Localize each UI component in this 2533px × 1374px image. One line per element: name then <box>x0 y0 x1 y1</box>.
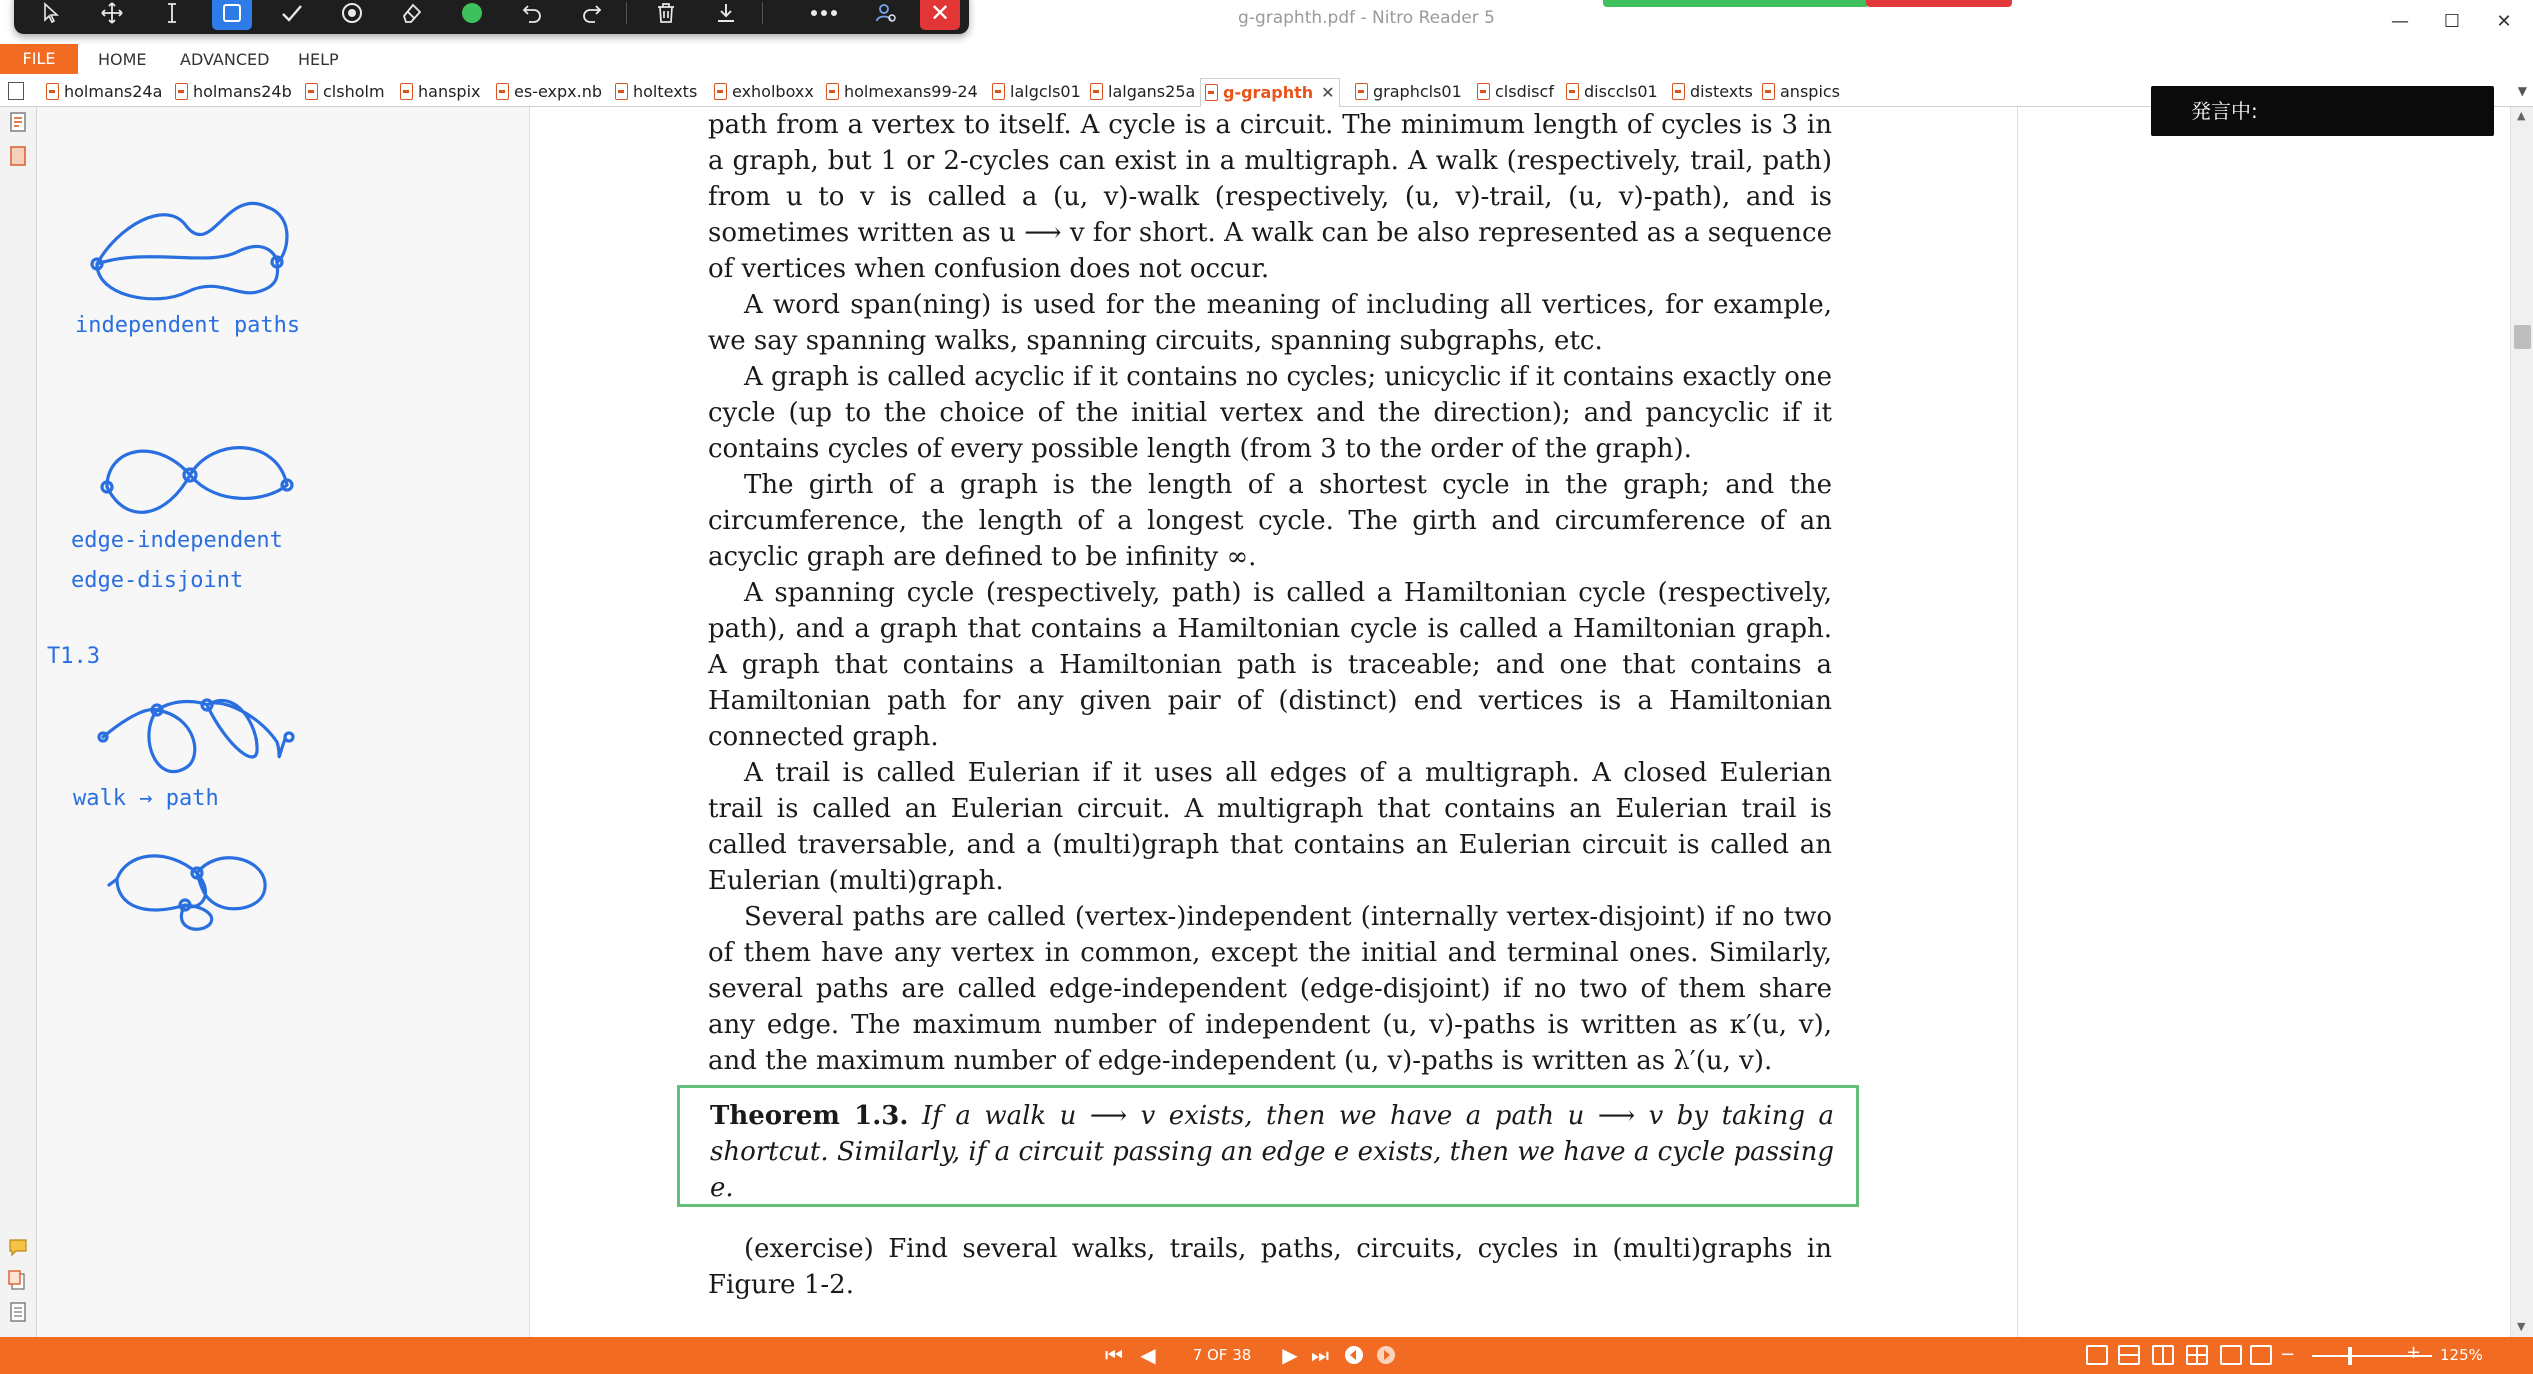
pdf-file-icon <box>992 83 1005 100</box>
window-title: g-graphth.pdf - Nitro Reader 5 <box>1238 8 1495 28</box>
pdf-file-icon <box>305 83 318 100</box>
paragraph: A spanning cycle (respectively, path) is called a Hamiltonian cycle (respectively, path), and a graph that contains a Hamiltonian cycle is called a Hamiltonian graph. A graph that contains a Hamiltonian path is traceable; and one that contains a Hamiltonian path for any given pair of (distinct) end vertices is a Hamiltonian connected graph. <box>708 578 1832 752</box>
tab-label: holmans24a <box>64 82 163 101</box>
zoom-in-button[interactable]: + <box>2406 1342 2422 1363</box>
tab-label: hanspix <box>418 82 481 101</box>
tab-es-expx[interactable] <box>496 80 602 104</box>
left-side-rail <box>0 107 37 1337</box>
pdf-file-icon <box>46 83 59 100</box>
caption-edge-independent: edge-independent <box>71 528 283 553</box>
text-cursor-icon[interactable] <box>152 0 192 30</box>
tab-label: exholboxx <box>732 82 814 101</box>
pdf-file-icon <box>826 83 839 100</box>
cycle-passing-edge-sketch <box>109 856 265 929</box>
pdf-file-icon <box>615 83 628 100</box>
paragraph: A word span(ning) is used for the meaning of including all vertices, for example, we say spanning walks, spanning circuits, spanning subgraphs, etc. <box>708 290 1832 356</box>
fit-page-icon[interactable] <box>2220 1345 2242 1365</box>
exercise-paragraph: (exercise) Find several walks, trails, paths, circuits, cycles in (multi)graphs in Figure 1-2. <box>708 1234 1832 1300</box>
pdf-file-icon <box>1672 83 1685 100</box>
tab-label: graphcls01 <box>1373 82 1462 101</box>
last-page-icon[interactable]: ⏭ <box>1311 1343 1329 1367</box>
pdf-file-icon <box>1477 83 1490 100</box>
pdf-file-icon <box>1090 83 1103 100</box>
tab-label: lalgcls01 <box>1010 82 1081 101</box>
trash-icon[interactable] <box>646 0 686 30</box>
status-bar <box>0 1337 2533 1374</box>
paragraph: path from a vertex to itself. A cycle is a circuit. The minimum length of cycles is 3 in a graph, but 1 or 2-cycles can exist in a multigraph. A walk (respectively, trail, path) from u to v is called a (u, v)-walk (respectively, (u, v)-trail, (u, v)-path), and is sometimes written as u ⟶ v for short. A walk can be also represented as a sequence of vertices when confusion does not occur. <box>708 110 1832 284</box>
handwritten-notes-area <box>37 107 530 1337</box>
caption-independent-paths: independent paths <box>75 313 301 338</box>
single-page-view-icon[interactable] <box>2086 1345 2108 1365</box>
next-view-icon[interactable] <box>1372 1343 1400 1367</box>
theorem-body: If a walk u ⟶ v exists, then we have a path u ⟶ v by taking a shortcut. Similarly, if a circuit passing an edge e exists, then we have a cycle passing e. <box>710 1101 1835 1203</box>
close-icon[interactable]: ✕ <box>920 0 960 30</box>
tab-holtexts[interactable] <box>615 80 697 104</box>
tab-label: clsholm <box>323 82 385 101</box>
pdf-file-icon <box>496 83 509 100</box>
select-icon[interactable] <box>32 0 72 30</box>
tab-disccls01[interactable] <box>1566 80 1658 104</box>
pdf-file-icon <box>714 83 727 100</box>
previous-page-icon[interactable]: ◀ <box>1140 1343 1156 1367</box>
next-page-icon[interactable]: ▶ <box>1282 1343 1298 1367</box>
tab-clsholm[interactable] <box>305 80 385 104</box>
zoom-level[interactable]: 125% <box>2440 1346 2483 1364</box>
zoom-slider-thumb[interactable] <box>2348 1347 2352 1365</box>
toolbar-separator <box>762 2 763 24</box>
tab-anspics[interactable] <box>1762 80 1840 104</box>
tab-label: lalgans25a <box>1108 82 1196 101</box>
tab-holmans24b[interactable] <box>175 80 292 104</box>
tab-label: es-expx.nb <box>514 82 602 101</box>
tab-holmexans99-24[interactable] <box>826 80 978 104</box>
tab-close-icon[interactable]: ✕ <box>1321 83 1335 102</box>
menu-advanced[interactable]: ADVANCED <box>180 50 270 69</box>
independent-paths-sketch <box>92 203 287 298</box>
attachments-icon[interactable] <box>8 1269 28 1291</box>
right-gutter <box>2018 107 2509 1337</box>
caption-walk-to-path: walk → path <box>73 786 219 811</box>
user-settings-icon[interactable] <box>866 0 906 30</box>
menu-help[interactable]: HELP <box>298 50 339 69</box>
tab-lalgcls01[interactable] <box>992 80 1081 104</box>
pdf-file-icon <box>400 83 413 100</box>
paragraph: The girth of a graph is the length of a shortest cycle in the graph; and the circumference, the length of a longest cycle. The girth and circumference of an acyclic graph are defined to be infinity ∞. <box>708 470 1832 572</box>
menu-home[interactable]: HOME <box>98 50 147 69</box>
facing-view-icon[interactable] <box>2152 1345 2174 1365</box>
scrollbar-thumb[interactable] <box>2514 325 2531 349</box>
pdf-file-icon <box>1205 84 1218 101</box>
document-body <box>708 107 1832 1079</box>
toolbar-separator <box>626 2 627 24</box>
page-number-indicator[interactable]: 7 OF 38 <box>1192 1346 1252 1364</box>
maximize-button[interactable]: ☐ <box>2443 10 2461 32</box>
continuous-facing-view-icon[interactable] <box>2186 1345 2208 1365</box>
tab-g-graphth[interactable] <box>1200 78 1340 107</box>
caption-theorem-1-3: T1.3 <box>47 644 100 669</box>
comments-icon[interactable] <box>8 1237 28 1259</box>
eraser-icon[interactable] <box>392 0 432 30</box>
tab-label: distexts <box>1690 82 1753 101</box>
tab-clsdiscf[interactable] <box>1477 80 1554 104</box>
walk-to-path-sketch <box>99 700 293 772</box>
tab-label: g-graphth <box>1223 83 1314 102</box>
page-thumbnail-icon[interactable] <box>8 82 24 100</box>
color-dot-icon[interactable] <box>452 0 492 30</box>
previous-view-icon[interactable] <box>1340 1343 1368 1367</box>
annotation-toolbar <box>14 0 969 34</box>
tab-lalgans25a[interactable] <box>1090 80 1195 104</box>
caption-edge-disjoint: edge-disjoint <box>71 568 244 593</box>
stamp-icon[interactable] <box>332 0 372 30</box>
scroll-up-arrow-icon[interactable]: ▲ <box>2517 109 2526 122</box>
tab-label: holtexts <box>633 82 698 101</box>
tab-exholboxx[interactable] <box>714 80 814 104</box>
pdf-page <box>530 107 2018 1337</box>
menu-file[interactable]: FILE <box>0 44 78 74</box>
redo-icon[interactable] <box>572 0 612 30</box>
tab-label: anspics <box>1780 82 1841 101</box>
zoom-out-button[interactable]: − <box>2280 1344 2296 1365</box>
tab-label: holmexans99-24 <box>844 82 978 101</box>
bookmarks-icon[interactable] <box>8 111 28 133</box>
tab-distexts[interactable] <box>1672 80 1753 104</box>
download-icon[interactable] <box>706 0 746 30</box>
continuous-view-icon[interactable] <box>2118 1345 2140 1365</box>
paragraph: A trail is called Eulerian if it uses all edges of a multigraph. A closed Eulerian trail is called an Eulerian circuit. A multigraph that contains an Eulerian trail is called traversable, and a (multi)graph that contains an Eulerian circuit is called an Eulerian (multi)graph. <box>708 758 1832 896</box>
minimize-button[interactable]: — <box>2391 10 2409 32</box>
first-page-icon[interactable]: ⏮ <box>1105 1343 1123 1367</box>
window-close-button[interactable]: ✕ <box>2496 10 2512 32</box>
tab-graphcls01[interactable] <box>1355 80 1462 104</box>
theorem <box>710 1098 1834 1206</box>
scroll-down-arrow-icon[interactable]: ▼ <box>2517 1320 2526 1333</box>
recording-indicator-green <box>1603 0 1869 7</box>
tab-hanspix[interactable] <box>400 80 481 104</box>
tab-label: clsdiscf <box>1495 82 1554 101</box>
paragraph: A graph is called acyclic if it contains no cycles; unicyclic if it contains exactly one cycle (up to the choice of the initial vertex and the direction); and pancyclic if it contains cycles of every possible length (from 3 to the order of the graph). <box>708 362 1832 464</box>
undo-icon[interactable] <box>512 0 552 30</box>
pan-icon[interactable] <box>92 0 132 30</box>
theorem-highlight-box[interactable] <box>677 1085 1859 1207</box>
layers-icon[interactable] <box>8 1301 28 1323</box>
edge-independent-sketch <box>102 448 292 513</box>
fit-width-icon[interactable] <box>2250 1345 2272 1365</box>
recording-indicator-red <box>1866 0 2012 7</box>
pdf-file-icon <box>175 83 188 100</box>
vertical-scrollbar[interactable] <box>2510 107 2533 1337</box>
speaking-indicator-badge: 発言中: <box>2151 86 2494 136</box>
tab-label: disccls01 <box>1584 82 1658 101</box>
handwritten-sketches <box>37 107 529 1337</box>
check-icon[interactable] <box>272 0 312 30</box>
pages-icon[interactable] <box>8 145 28 167</box>
tab-overflow-chevron-icon[interactable]: ▼ <box>2517 84 2527 98</box>
theorem-label: Theorem 1.3. <box>710 1101 909 1131</box>
tab-label: holmans24b <box>193 82 292 101</box>
pdf-file-icon <box>1762 83 1775 100</box>
pdf-file-icon <box>1355 83 1368 100</box>
rectangle-icon[interactable] <box>212 0 252 30</box>
pdf-file-icon <box>1566 83 1579 100</box>
tab-holmans24a[interactable] <box>46 80 162 104</box>
more-icon[interactable] <box>804 0 844 30</box>
paragraph: Several paths are called (vertex-)independent (internally vertex-disjoint) if no two of them have any vertex in common, except the initial and terminal ones. Similarly, several paths are called edge-independent (edge-disjoint) if no two of them share any edge. The maximum number of independent (u, v)-paths is written as κ′(u, v), and the maximum number of edge-independent (u, v)-paths is written as λ′(u, v). <box>708 902 1832 1076</box>
menu-bar <box>0 44 2533 74</box>
